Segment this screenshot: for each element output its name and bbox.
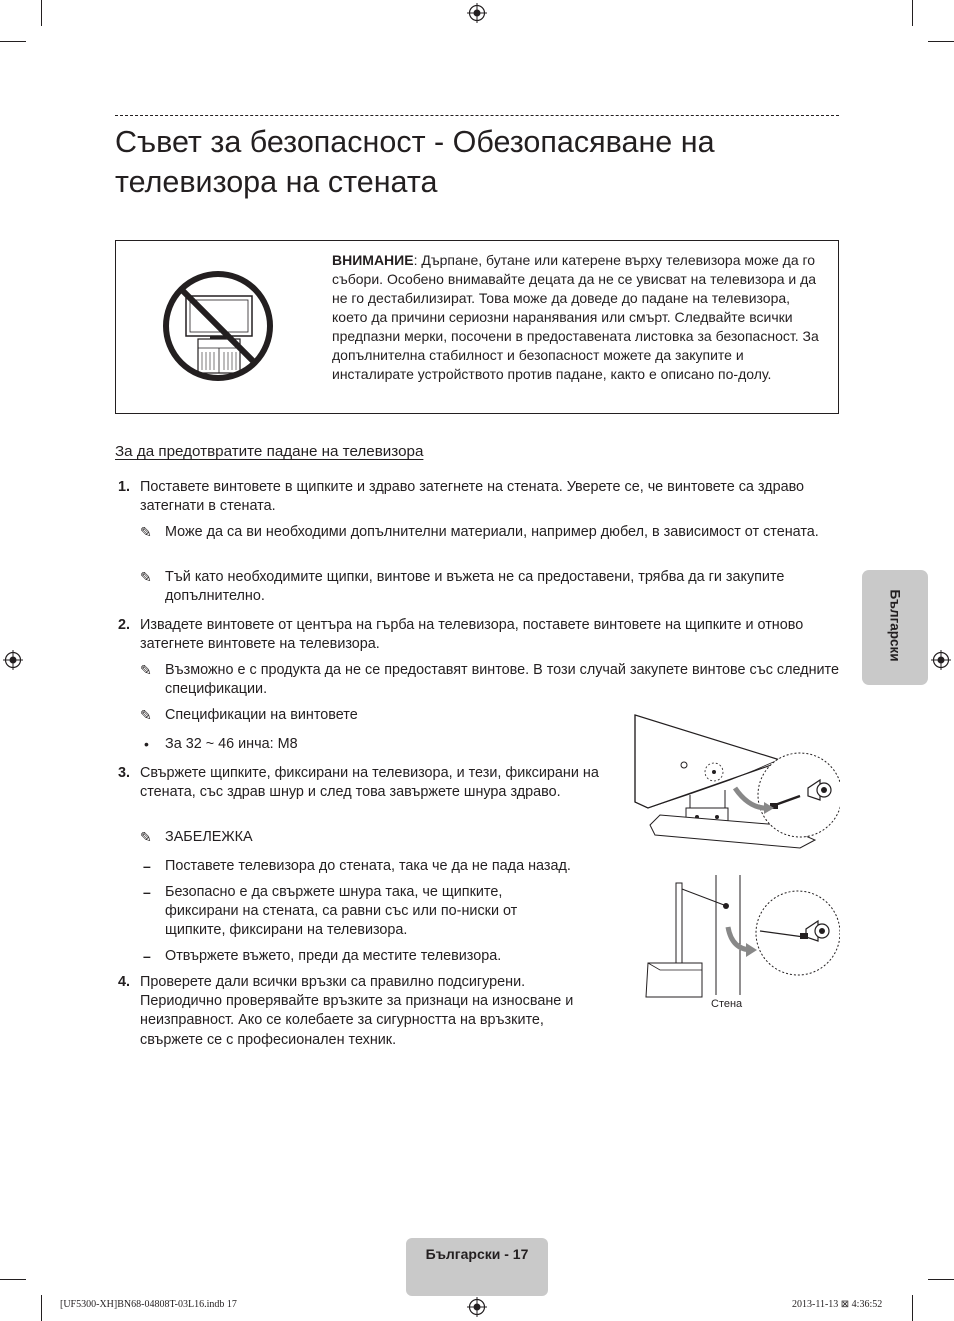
bullet-icon: • [144, 736, 149, 752]
dash-text: Безопасно е да свържете шнура така, че щипките, фиксирани на стената, са равни със или по-ниски от щипките, фиксирани на телевизора. [165, 884, 518, 939]
section-heading: За да предотвратите падане на телевизора [115, 443, 424, 460]
dash-text: Поставете телевизора до стената, така че да не пада назад. [165, 858, 571, 874]
registration-mark-icon [3, 650, 23, 670]
warning-label: ВНИМАНИЕ [332, 252, 414, 268]
crop-mark [41, 0, 42, 26]
step-text: Извадете винтовете от центъра на гърба на телевизора, поставете винтовете на щипките и отново затегнете винтовете на телевизора. [140, 617, 804, 653]
crop-mark [912, 1295, 913, 1321]
print-slug-left: [UF5300-XH]BN68-04808T-03L16.indb 17 [60, 1299, 237, 1310]
note-label: ЗАБЕЛЕЖКА [165, 829, 253, 845]
note-text: Тъй като необходимите щипки, винтове и въжета не са предоставени, трябва да ги закупите допълнително. [165, 569, 785, 605]
step-number: 1. [118, 479, 131, 495]
step-text: Свържете щипките, фиксирани на телевизора, и тези, фиксирани на стената, със здрав шнур и след това завържете шнура здраво. [140, 765, 599, 801]
note-icon: ✎ [140, 662, 152, 678]
print-slug-right: 2013-11-13 ⊠ 4:36:52 [792, 1299, 883, 1310]
crop-mark [928, 41, 954, 42]
note-icon: ✎ [140, 524, 152, 540]
tv-wall-side-illustration [640, 875, 840, 1015]
note-text: Спецификации на винтовете [165, 707, 358, 723]
note-icon: ✎ [140, 707, 152, 723]
note-icon: ✎ [140, 569, 152, 585]
page-title: Съвет за безопасност - Обезопасяване на телевизора на стената [115, 125, 715, 199]
crop-mark [0, 41, 26, 42]
step-number: 2. [118, 617, 131, 633]
note-icon: ✎ [140, 829, 152, 845]
wall-label: Стена [711, 998, 743, 1010]
registration-mark-icon [467, 1297, 487, 1317]
dash-icon: – [143, 948, 151, 964]
registration-mark-icon [931, 650, 951, 670]
warning-text [332, 251, 822, 384]
crop-mark [0, 1279, 26, 1280]
note-text: Може да са ви необходими допълнителни материали, например дюбел, в зависимост от стената. [165, 524, 819, 540]
crop-mark [928, 1279, 954, 1280]
crop-mark [41, 1295, 42, 1321]
language-tab-label: Български [887, 589, 903, 662]
dash-icon: – [143, 884, 151, 900]
registration-mark-icon [467, 3, 487, 23]
tv-back-clip-illustration [630, 710, 840, 860]
step-number: 4. [118, 974, 131, 990]
bullet-text: За 32 ~ 46 инча: M8 [165, 736, 298, 752]
step-text: Проверете дали всички връзки са правилно подсигурени. Периодично проверявайте връзките за признаци на износване и неизправност. Ако се колебаете за сигурността на връзките, свържете се с професионален техник. [140, 974, 574, 1048]
dash-icon: – [143, 858, 151, 874]
step-text: Поставете винтовете в щипките и здраво затегнете на стената. Уверете се, че винтовете са здраво затегнати в стената. [140, 479, 805, 515]
page-number: Български - 17 [425, 1246, 529, 1262]
note-text: Възможно е с продукта да не се предоставят винтове. В този случай закупете винтове със следните спецификации. [165, 662, 839, 698]
dash-text: Отвържете въжето, преди да местите телевизора. [165, 948, 502, 964]
crop-mark [912, 0, 913, 26]
warning-body: : Дърпане, бутане или катерене върху телевизора може да го събори. Особено внимавайте децата да не се увисват на телевизора и да не го дестабилизират. Това може да доведе до падане на телевизора, което да причини сериозни наранявания или смърт. Следвайте всички предпазни мерки, посочени в предоставената листовка за безопасност. За допълнителна стабилност и безопасност можете да закупите и инсталирате устройството против падане, както е описано по-долу. [332, 252, 819, 382]
step-number: 3. [118, 765, 131, 781]
title-rule [115, 115, 839, 116]
no-climbing-tv-icon [160, 268, 276, 384]
